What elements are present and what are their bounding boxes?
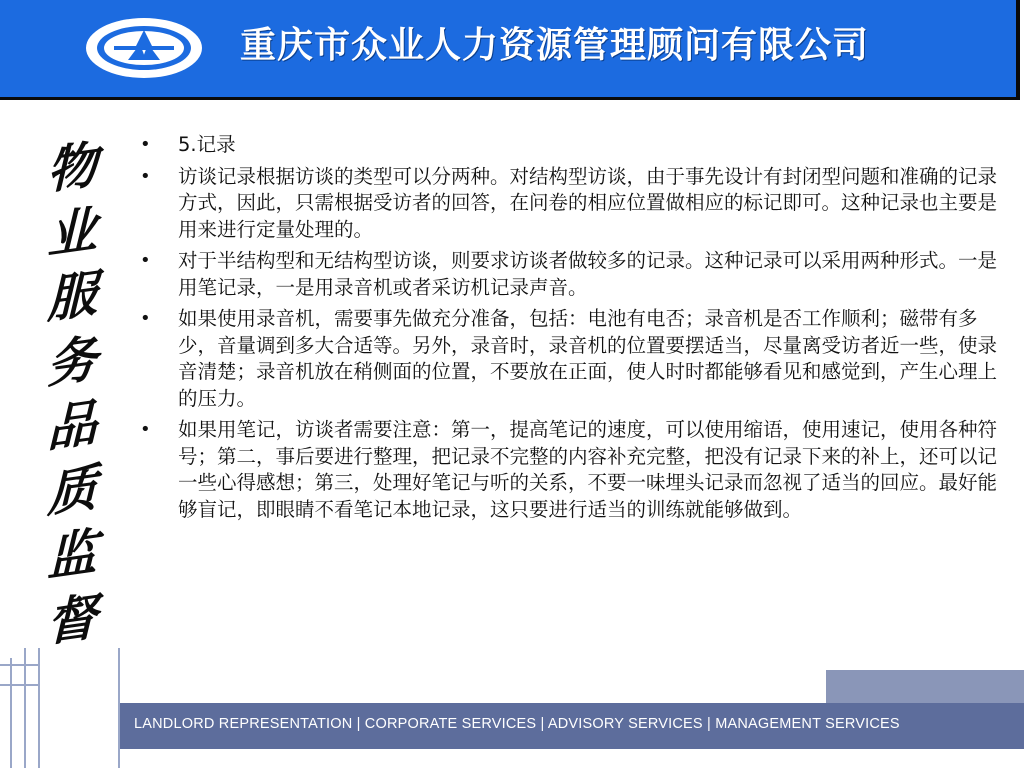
- side-title: [40, 136, 104, 652]
- footer-bar: [120, 703, 1024, 749]
- bullet-item: [136, 132, 1014, 159]
- side-title-char: 质: [47, 456, 97, 524]
- slide-content: [136, 132, 1014, 528]
- bullet-icon: •: [140, 419, 151, 440]
- bullet-icon: •: [140, 308, 151, 329]
- header-banner: [0, 0, 1020, 100]
- bullet-icon: •: [140, 250, 151, 271]
- decor-line: [38, 648, 40, 768]
- side-title-char: 务: [47, 327, 97, 395]
- bullet-item: [136, 248, 1014, 301]
- side-title-char: 物: [47, 134, 97, 201]
- side-title-char: 监: [47, 521, 97, 588]
- side-title-char: 督: [47, 585, 97, 653]
- decor-line: [0, 684, 40, 686]
- side-title-char: 服: [47, 263, 97, 330]
- company-logo: [84, 16, 204, 80]
- side-title-char: 品: [47, 392, 97, 459]
- footer-accent-bar: [826, 670, 1024, 706]
- bullet-item: [136, 164, 1014, 244]
- bullet-list: [136, 132, 1014, 523]
- decor-line: [0, 664, 40, 666]
- bullet-icon: •: [140, 134, 151, 155]
- company-name: 重庆市众业人力资源管理顾问有限公司: [240, 25, 870, 66]
- side-title-char: 业: [47, 198, 97, 266]
- bullet-text: 对于半结构型和无结构型访谈，则要求访谈者做较多的记录。这种记录可以采用两种形式。一是用笔记录，一是用录音机或者采访机记录声音。: [178, 249, 998, 299]
- decor-line: [24, 648, 26, 768]
- decor-line: [10, 658, 12, 768]
- bullet-text: 5.记录: [178, 133, 236, 156]
- bullet-item: [136, 306, 1014, 412]
- bullet-icon: •: [140, 165, 151, 187]
- footer-services-text: LANDLORD REPRESENTATION | CORPORATE SERVICES | ADVISORY SERVICES | MANAGEMENT SERVICES: [134, 716, 900, 732]
- bullet-text: 如果用笔记，访谈者需要注意：第一，提高笔记的速度，可以使用缩语，使用速记，使用各种符号；第二，事后要进行整理，把记录不完整的内容补充完整，把没有记录下来的补上，还可以记一些心得感想；第三，处理好笔记与听的关系，不要一味埋头记录而忽视了适当的回应。最好能够盲记，即眼睛不看笔记本地记录，这只要进行适当的训练就能够做到。: [178, 418, 998, 521]
- bullet-text: 如果使用录音机，需要事先做充分准备，包括：电池有电否；录音机是否工作顺利；磁带有多少，音量调到多大合适等。另外，录音时，录音机的位置要摆适当，尽量离受访者近一些，使录音清楚；录音机放在稍侧面的位置，不要放在正面，使人时时都能够看见和感觉到，产生心理上的压力。: [178, 307, 998, 410]
- bullet-item: [136, 417, 1014, 523]
- bullet-text: 访谈记录根据访谈的类型可以分两种。对结构型访谈，由于事先设计有封闭型问题和准确的记录方式，因此，只需根据受访者的回答，在问卷的相应位置做相应的标记即可。这种记录也主要是用来进行定量处理的。: [178, 164, 998, 241]
